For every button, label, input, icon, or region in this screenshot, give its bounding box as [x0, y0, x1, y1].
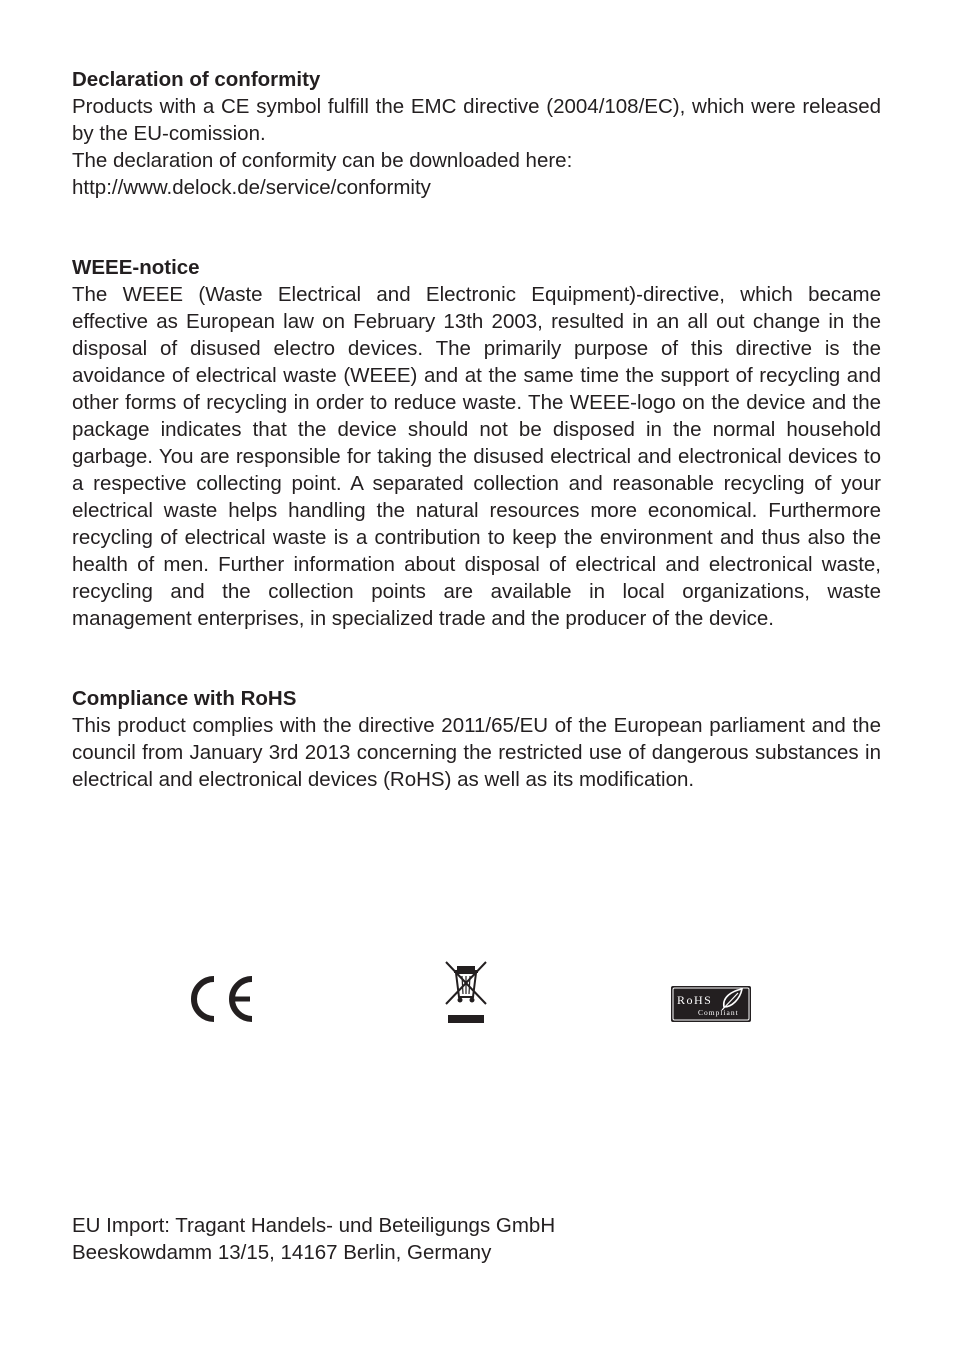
document-page	[72, 66, 881, 793]
rohs-compliant-icon	[670, 985, 752, 1023]
crossed-out-wheelie-bin-icon	[442, 957, 490, 1023]
conformity-section	[72, 66, 881, 201]
weee-heading: WEEE-notice	[72, 256, 200, 279]
weee-text: The WEEE (Waste Electrical and Electronic Equipment)-directive, which became effective as European law on February 13th 2003, resulted in an all out change in the disposal of disused electro devices. The primarily purpose of this directive is the avoidance of electrical waste (WEEE) and at the same time the support of recycling and other forms of recycling in order to reduce waste. The WEEE-logo on the device and the package indicates that the device should not be disposed in the normal household garbage. You are responsible for taking the disused electrical and electronical devices to a respective collecting point. A separated collection and reasonable recycling of your electrical waste helps handling the natural resources more economical. Furthermore recycling of electrical waste is a contribution to keep the environment and thus also the health of men. Further information about disposal of electrical and electronical waste, recycling and the collection points are available in local organizations, waste management enterprises, in specialized trade and the producer of the device.	[72, 283, 881, 630]
certification-logos	[0, 955, 954, 1035]
weee-section	[72, 254, 881, 632]
conformity-text: Products with a CE symbol fulfill the EMC directive (2004/108/EC), which were released by the EU-comission.	[72, 95, 881, 145]
conformity-heading: Declaration of conformity	[72, 68, 321, 91]
import-address	[72, 1212, 555, 1266]
rohs-logo-subtext: Compliant	[698, 1008, 739, 1017]
rohs-heading: Compliance with RoHS	[72, 687, 297, 710]
conformity-download-text: The declaration of conformity can be downloaded here:	[72, 149, 573, 172]
rohs-text: This product complies with the directive 2011/65/EU of the European parliament and the council from January 3rd 2013 concerning the restricted use of dangerous substances in electrical and electronical devices (RoHS) as well as its modification.	[72, 714, 881, 791]
rohs-section	[72, 685, 881, 793]
conformity-url: http://www.delock.de/service/conformity	[72, 176, 431, 199]
importer-name: EU Import: Tragant Handels- und Beteiligungs GmbH	[72, 1214, 556, 1237]
rohs-logo-text: RoHS	[677, 993, 713, 1007]
importer-address: Beeskowdamm 13/15, 14167 Berlin, Germany	[72, 1241, 492, 1264]
ce-mark-icon	[186, 975, 256, 1023]
